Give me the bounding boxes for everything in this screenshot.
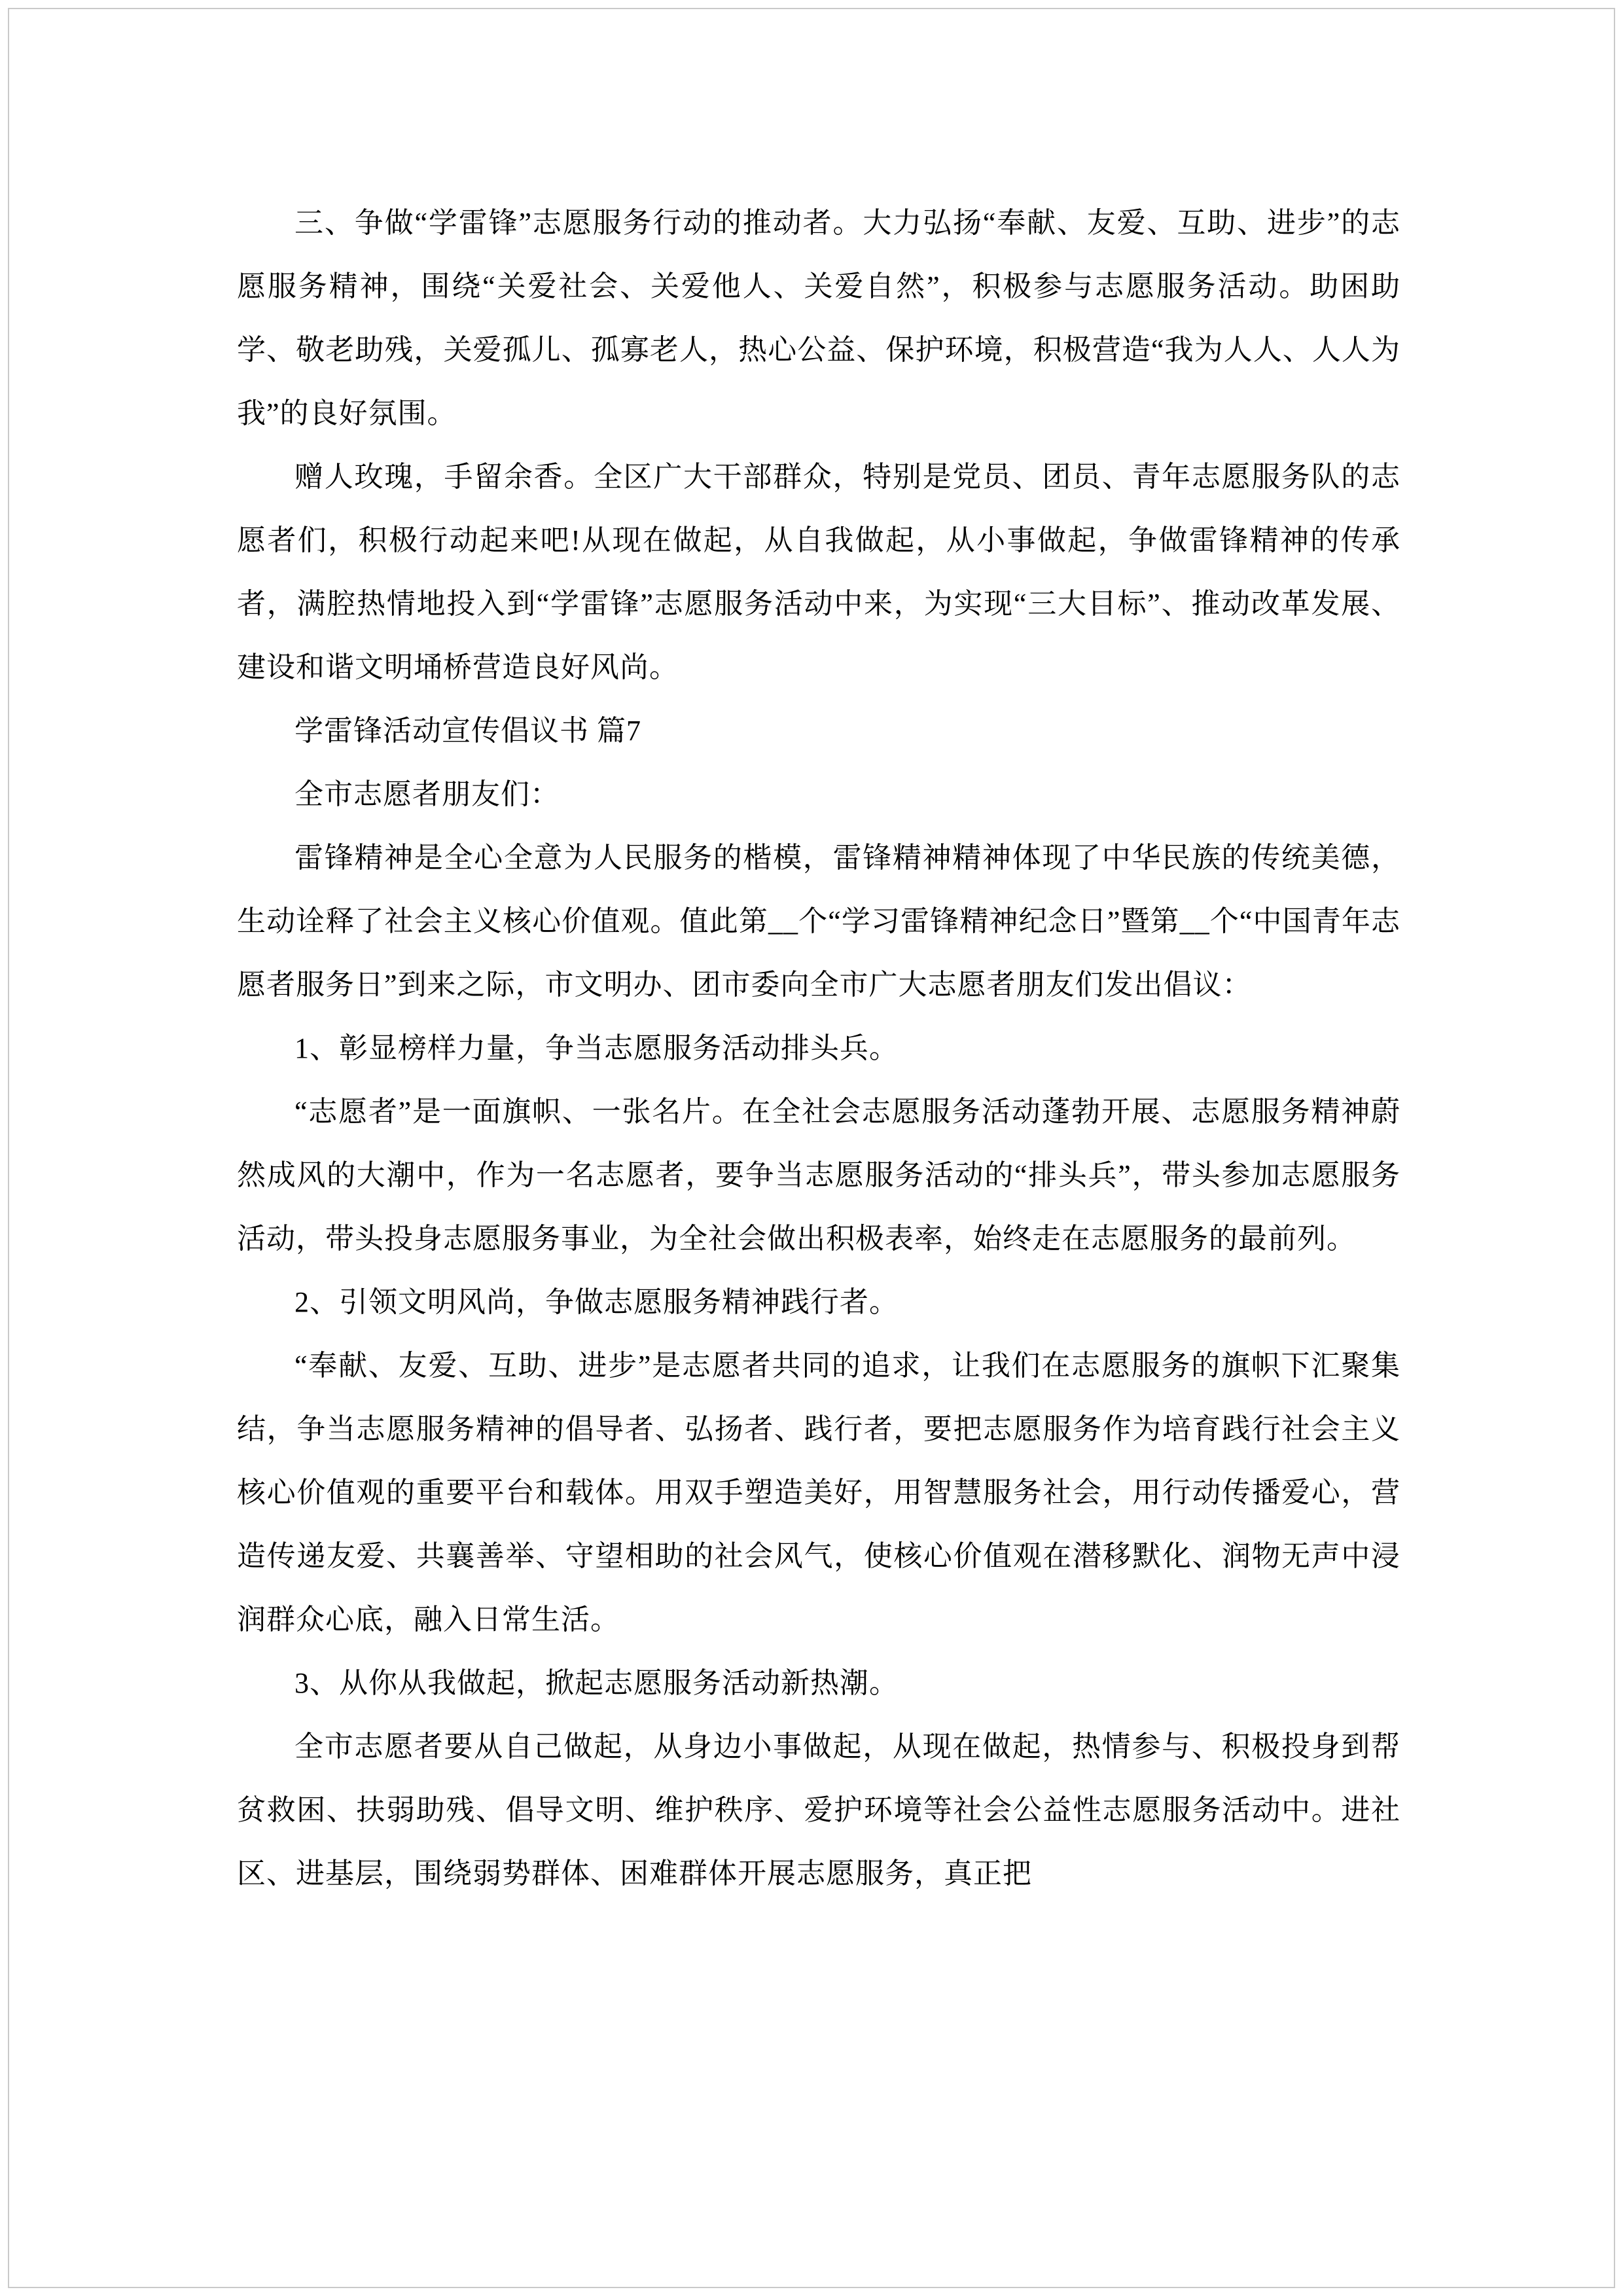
paragraph: 全市志愿者要从自己做起，从身边小事做起，从现在做起，热情参与、积极投身到帮贫救困、扶弱助残、倡导文明、维护秩序、爱护环境等社会公益性志愿服务活动中。进社区、进基层，围绕弱势群体、困难群体开展志愿服务，真正把 (237, 1731, 1400, 1890)
paragraph: 赠人玫瑰，手留余香。全区广大干部群众，特别是党员、团员、青年志愿服务队的志愿者们，积极行动起来吧!从现在做起，从自我做起，从小事做起，争做雷锋精神的传承者，满腔热情地投入到“学雷锋”志愿服务活动中来，为实现“三大目标”、推动改革发展、建设和谐文明埇桥营造良好风尚。 (237, 461, 1400, 683)
paragraph: “奉献、友爱、互助、进步”是志愿者共同的追求，让我们在志愿服务的旗帜下汇聚集结，争当志愿服务精神的倡导者、弘扬者、践行者，要把志愿服务作为培育践行社会主义核心价值观的重要平台和载体。用双手塑造美好，用智慧服务社会，用行动传播爱心，营造传递友爱、共襄善举、守望相助的社会风气，使核心价值观在潜移默化、润物无声中浸润群众心底，融入日常生活。 (237, 1350, 1400, 1636)
paragraph: 三、争做“学雷锋”志愿服务行动的推动者。大力弘扬“奉献、友爱、互助、进步”的志愿服务精神，围绕“关爱社会、关爱他人、关爱自然”，积极参与志愿服务活动。助困助学、敬老助残，关爱孤儿、孤寡老人，热心公益、保护环境，积极营造“我为人人、人人为我”的良好氛围。 (237, 207, 1400, 429)
list-item-heading: 3、从你从我做起，掀起志愿服务活动新热潮。 (294, 1667, 899, 1699)
document-body (237, 191, 1400, 1905)
paragraph: 雷锋精神是全心全意为人民服务的楷模，雷锋精神精神体现了中华民族的传统美德，生动诠释了社会主义核心价值观。值此第__个“学习雷锋精神纪念日”暨第__个“中国青年志愿者服务日”到来之际，市文明办、团市委向全市广大志愿者朋友们发出倡议： (237, 842, 1400, 1001)
paragraph: “志愿者”是一面旗帜、一张名片。在全社会志愿服务活动蓬勃开展、志愿服务精神蔚然成风的大潮中，作为一名志愿者，要争当志愿服务活动的“排头兵”，带头参加志愿服务活动，带头投身志愿服务事业，为全社会做出积极表率，始终走在志愿服务的最前列。 (237, 1096, 1400, 1255)
list-item-heading: 2、引领文明风尚，争做志愿服务精神践行者。 (294, 1286, 899, 1318)
section-heading: 学雷锋活动宣传倡议书 篇7 (294, 715, 641, 747)
list-item-heading: 1、彰显榜样力量，争当志愿服务活动排头兵。 (294, 1032, 899, 1064)
salutation: 全市志愿者朋友们： (294, 778, 560, 810)
